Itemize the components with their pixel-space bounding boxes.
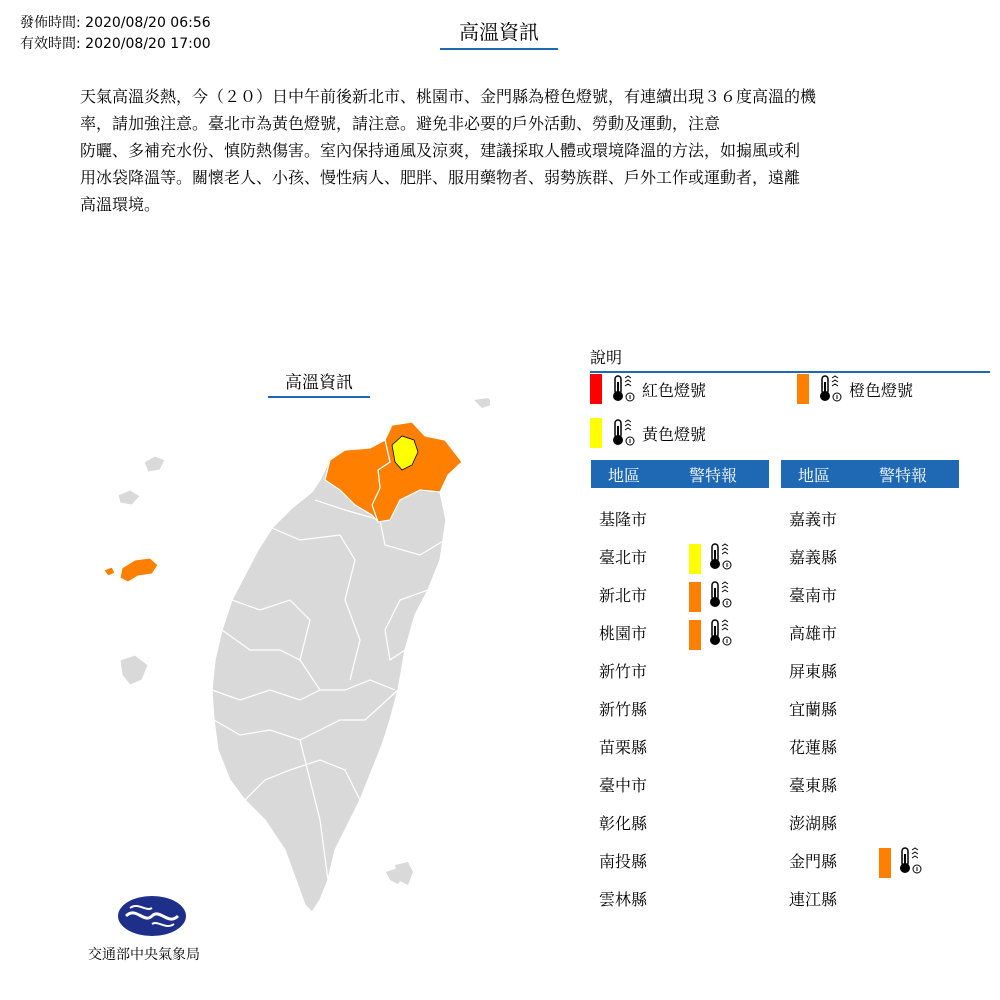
region-matsu-2[interactable] — [118, 490, 140, 505]
region-name: 臺東縣 — [789, 776, 838, 795]
region-name: 屏東縣 — [789, 662, 838, 681]
legend-item-yellow — [590, 418, 706, 448]
agency-name: 交通部中央氣象局 — [88, 947, 200, 963]
region-name: 南投縣 — [599, 852, 648, 871]
orange-swatch — [689, 620, 701, 650]
region-name: 金門縣 — [789, 852, 838, 871]
island-pengjia — [474, 398, 490, 408]
warning-indicator-orange — [689, 618, 733, 652]
taiwan-map — [90, 380, 490, 920]
region-name: 嘉義縣 — [789, 548, 838, 567]
region-matsu[interactable] — [144, 456, 165, 472]
orange-swatch — [797, 374, 809, 404]
page-title: 高溫資訊 — [440, 16, 558, 50]
yellow-swatch — [689, 544, 701, 574]
region-name: 臺南市 — [789, 586, 838, 605]
description-line: 率，請加強注意。臺北市為黃色燈號，請注意。避免非必要的戶外活動、勞動及運動，注意 — [80, 114, 721, 133]
region-name: 新北市 — [599, 586, 648, 605]
thermometer-icon — [610, 418, 636, 448]
region-name: 桃園市 — [599, 624, 648, 643]
region-name: 花蓮縣 — [789, 738, 838, 757]
description-text — [80, 83, 920, 218]
thermometer-icon — [817, 374, 843, 404]
cwb-logo — [116, 894, 188, 938]
header-region: 地區 — [608, 465, 641, 485]
orange-swatch — [879, 848, 891, 878]
map-title: 高溫資訊 — [268, 368, 370, 398]
warning-indicator-orange — [689, 580, 733, 614]
thermometer-icon — [707, 580, 733, 614]
region-name: 澎湖縣 — [789, 814, 838, 833]
region-name: 臺北市 — [599, 548, 648, 567]
valid-time: 有效時間: 2020/08/20 17:00 — [20, 36, 211, 52]
red-swatch — [590, 374, 602, 404]
description-line: 用冰袋降溫等。關懷老人、小孩、慢性病人、肥胖、服用藥物者、弱勢族群、戶外工作或運動者，遠離 — [80, 168, 801, 187]
region-name: 新竹縣 — [599, 700, 648, 719]
region-name: 苗栗縣 — [599, 738, 648, 757]
thermometer-icon — [707, 618, 733, 652]
orange-swatch — [689, 582, 701, 612]
region-kinmen[interactable] — [120, 558, 158, 582]
region-name: 基隆市 — [599, 510, 648, 529]
region-name: 高雄市 — [789, 624, 838, 643]
legend-label: 橙色燈號 — [849, 380, 914, 400]
issue-time: 發佈時間: 2020/08/20 06:56 — [20, 15, 211, 31]
yellow-swatch — [590, 418, 602, 448]
thermometer-icon — [707, 542, 733, 576]
warning-indicator-orange — [879, 846, 923, 880]
region-penghu[interactable] — [120, 655, 148, 685]
description-line: 天氣高溫炎熱，今（２０）日中午前後新北市、桃園市、金門縣為橙色燈號，有連續出現３６度高溫的機 — [80, 87, 817, 106]
header-region: 地區 — [798, 465, 831, 485]
taiwan-main-island[interactable] — [212, 422, 462, 912]
thermometer-icon — [897, 846, 923, 880]
region-name: 連江縣 — [789, 890, 838, 909]
region-name: 彰化縣 — [599, 814, 648, 833]
region-name: 新竹市 — [599, 662, 648, 681]
region-kinmen-small[interactable] — [104, 567, 115, 576]
legend-label: 紅色燈號 — [642, 380, 707, 400]
legend-title: 說明 — [590, 345, 990, 373]
description-line: 防曬、多補充水份、慎防熱傷害。室內保持通風及涼爽，建議採取人體或環境降溫的方法，如搧風或利 — [80, 141, 801, 160]
warning-indicator-yellow — [689, 542, 733, 576]
legend-item-orange — [797, 374, 913, 404]
header-warning: 警特報 — [879, 465, 928, 485]
region-name: 宜蘭縣 — [789, 700, 838, 719]
region-name: 臺中市 — [599, 776, 648, 795]
table-header-right — [781, 460, 959, 488]
region-name: 嘉義市 — [789, 510, 838, 529]
legend-label: 黃色燈號 — [642, 424, 707, 444]
thermometer-icon — [610, 374, 636, 404]
region-name: 雲林縣 — [599, 890, 648, 909]
description-line: 高溫環境。 — [80, 195, 161, 214]
header-warning: 警特報 — [689, 465, 738, 485]
table-header-left — [591, 460, 769, 488]
legend-item-red — [590, 374, 706, 404]
